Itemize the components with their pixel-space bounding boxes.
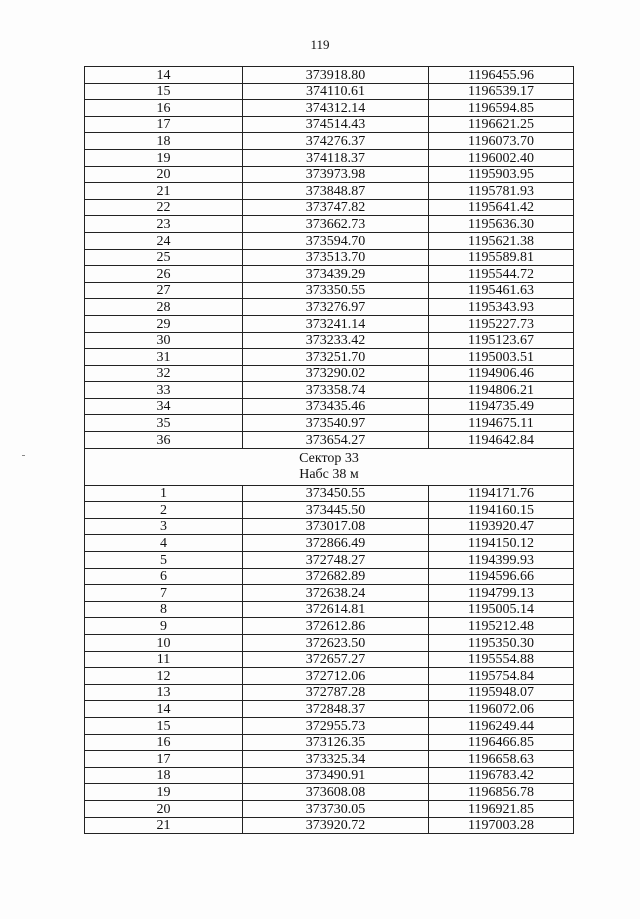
section-subtitle: Набс 38 м [299, 466, 359, 482]
y-coordinate-cell: 1194675.11 [429, 415, 574, 432]
table-row [85, 784, 574, 801]
table-row [85, 684, 574, 701]
table-row [85, 149, 574, 166]
table-row [85, 216, 574, 233]
page-number: 119 [310, 37, 330, 52]
x-coordinate-cell: 373730.05 [243, 800, 429, 817]
point-number-cell: 33 [85, 382, 243, 399]
x-coordinate-cell: 373241.14 [243, 315, 429, 332]
x-coordinate-cell: 372623.50 [243, 635, 429, 652]
x-coordinate-cell: 372955.73 [243, 717, 429, 734]
y-coordinate-cell: 1195343.93 [429, 299, 574, 316]
y-coordinate-cell: 1195903.95 [429, 166, 574, 183]
table-row [85, 635, 574, 652]
y-coordinate-cell: 1195227.73 [429, 315, 574, 332]
point-number-cell: 9 [85, 618, 243, 635]
y-coordinate-cell: 1194906.46 [429, 365, 574, 382]
table-row [85, 734, 574, 751]
table-row [85, 767, 574, 784]
table-row [85, 199, 574, 216]
y-coordinate-cell: 1194160.15 [429, 502, 574, 519]
point-number-cell: 12 [85, 668, 243, 685]
point-number-cell: 20 [85, 800, 243, 817]
point-number-cell: 18 [85, 133, 243, 150]
point-number-cell: 27 [85, 282, 243, 299]
x-coordinate-cell: 373594.70 [243, 232, 429, 249]
x-coordinate-cell: 373540.97 [243, 415, 429, 432]
table-row [85, 183, 574, 200]
table-row [85, 568, 574, 585]
table-row [85, 651, 574, 668]
point-number-cell: 23 [85, 216, 243, 233]
table-row [85, 349, 574, 366]
x-coordinate-cell: 372614.81 [243, 601, 429, 618]
y-coordinate-cell: 1194799.13 [429, 585, 574, 602]
table-row [85, 502, 574, 519]
point-number-cell: 28 [85, 299, 243, 316]
point-number-cell: 1 [85, 485, 243, 502]
point-number-cell: 19 [85, 149, 243, 166]
point-number-cell: 5 [85, 552, 243, 569]
point-number-cell: 21 [85, 183, 243, 200]
x-coordinate-cell: 372682.89 [243, 568, 429, 585]
y-coordinate-cell: 1195781.93 [429, 183, 574, 200]
x-coordinate-cell: 372612.86 [243, 618, 429, 635]
point-number-cell: 22 [85, 199, 243, 216]
x-coordinate-cell: 373126.35 [243, 734, 429, 751]
x-coordinate-cell: 374514.43 [243, 116, 429, 133]
section-title: Сектор 33 [299, 450, 359, 466]
point-number-cell: 18 [85, 767, 243, 784]
table-row [85, 668, 574, 685]
y-coordinate-cell: 1195005.14 [429, 601, 574, 618]
x-coordinate-cell: 372866.49 [243, 535, 429, 552]
x-coordinate-cell: 374312.14 [243, 100, 429, 117]
y-coordinate-cell: 1196658.63 [429, 751, 574, 768]
table-row [85, 618, 574, 635]
x-coordinate-cell: 373513.70 [243, 249, 429, 266]
y-coordinate-cell: 1196921.85 [429, 800, 574, 817]
point-number-cell: 4 [85, 535, 243, 552]
table-row [85, 332, 574, 349]
table-row [85, 67, 574, 84]
x-coordinate-cell: 373747.82 [243, 199, 429, 216]
point-number-cell: 11 [85, 651, 243, 668]
point-number-cell: 14 [85, 701, 243, 718]
point-number-cell: 36 [85, 432, 243, 449]
x-coordinate-cell: 373608.08 [243, 784, 429, 801]
point-number-cell: 3 [85, 518, 243, 535]
y-coordinate-cell: 1195461.63 [429, 282, 574, 299]
y-coordinate-cell: 1196594.85 [429, 100, 574, 117]
point-number-cell: 6 [85, 568, 243, 585]
point-number-cell: 19 [85, 784, 243, 801]
table-row [85, 398, 574, 415]
x-coordinate-cell: 374118.37 [243, 149, 429, 166]
table-row [85, 415, 574, 432]
y-coordinate-cell: 1196455.96 [429, 67, 574, 84]
point-number-cell: 14 [85, 67, 243, 84]
table-row [85, 116, 574, 133]
y-coordinate-cell: 1195641.42 [429, 199, 574, 216]
y-coordinate-cell: 1195123.67 [429, 332, 574, 349]
y-coordinate-cell: 1196466.85 [429, 734, 574, 751]
table-row [85, 485, 574, 502]
coordinates-table-part-1 [85, 67, 574, 449]
y-coordinate-cell: 1196002.40 [429, 149, 574, 166]
x-coordinate-cell: 373358.74 [243, 382, 429, 399]
table-row [85, 552, 574, 569]
x-coordinate-cell: 374276.37 [243, 133, 429, 150]
x-coordinate-cell: 373445.50 [243, 502, 429, 519]
x-coordinate-cell: 373490.91 [243, 767, 429, 784]
x-coordinate-cell: 372748.27 [243, 552, 429, 569]
point-number-cell: 7 [85, 585, 243, 602]
y-coordinate-cell: 1195621.38 [429, 232, 574, 249]
table-row [85, 315, 574, 332]
table-row [85, 601, 574, 618]
x-coordinate-cell: 373435.46 [243, 398, 429, 415]
x-coordinate-cell: 372848.37 [243, 701, 429, 718]
y-coordinate-cell: 1196249.44 [429, 717, 574, 734]
table-row [85, 365, 574, 382]
table-row [85, 535, 574, 552]
point-number-cell: 13 [85, 684, 243, 701]
coordinates-table-part-2 [85, 485, 574, 833]
table-row [85, 232, 574, 249]
y-coordinate-cell: 1194399.93 [429, 552, 574, 569]
point-number-cell: 24 [85, 232, 243, 249]
y-coordinate-cell: 1194150.12 [429, 535, 574, 552]
point-number-cell: 17 [85, 116, 243, 133]
x-coordinate-cell: 373251.70 [243, 349, 429, 366]
point-number-cell: 16 [85, 100, 243, 117]
table-row [85, 100, 574, 117]
table-row [85, 432, 574, 449]
y-coordinate-cell: 1196539.17 [429, 83, 574, 100]
y-coordinate-cell: 1195350.30 [429, 635, 574, 652]
point-number-cell: 8 [85, 601, 243, 618]
point-number-cell: 20 [85, 166, 243, 183]
point-number-cell: 26 [85, 266, 243, 283]
y-coordinate-cell: 1196073.70 [429, 133, 574, 150]
y-coordinate-cell: 1194642.84 [429, 432, 574, 449]
point-number-cell: 10 [85, 635, 243, 652]
table-row [85, 83, 574, 100]
point-number-cell: 34 [85, 398, 243, 415]
point-number-cell: 2 [85, 502, 243, 519]
x-coordinate-cell: 373662.73 [243, 216, 429, 233]
x-coordinate-cell: 373920.72 [243, 817, 429, 834]
x-coordinate-cell: 374110.61 [243, 83, 429, 100]
point-number-cell: 30 [85, 332, 243, 349]
point-number-cell: 15 [85, 717, 243, 734]
x-coordinate-cell: 373973.98 [243, 166, 429, 183]
y-coordinate-cell: 1194171.76 [429, 485, 574, 502]
y-coordinate-cell: 1196621.25 [429, 116, 574, 133]
x-coordinate-cell: 372712.06 [243, 668, 429, 685]
table-row [85, 817, 574, 834]
point-number-cell: 17 [85, 751, 243, 768]
point-number-cell: 21 [85, 817, 243, 834]
y-coordinate-cell: 1195003.51 [429, 349, 574, 366]
x-coordinate-cell: 372657.27 [243, 651, 429, 668]
x-coordinate-cell: 373450.55 [243, 485, 429, 502]
x-coordinate-cell: 373918.80 [243, 67, 429, 84]
x-coordinate-cell: 373439.29 [243, 266, 429, 283]
section-header [85, 448, 574, 485]
table-row [85, 518, 574, 535]
y-coordinate-cell: 1193920.47 [429, 518, 574, 535]
table-row [85, 585, 574, 602]
table-row [85, 249, 574, 266]
y-coordinate-cell: 1195754.84 [429, 668, 574, 685]
point-number-cell: 16 [85, 734, 243, 751]
x-coordinate-cell: 373290.02 [243, 365, 429, 382]
table-row [85, 266, 574, 283]
table-row [85, 751, 574, 768]
point-number-cell: 31 [85, 349, 243, 366]
section-row [85, 448, 574, 485]
point-number-cell: 25 [85, 249, 243, 266]
table-row [85, 717, 574, 734]
table-row [85, 133, 574, 150]
x-coordinate-cell: 373276.97 [243, 299, 429, 316]
table-row [85, 166, 574, 183]
x-coordinate-cell: 373654.27 [243, 432, 429, 449]
y-coordinate-cell: 1195544.72 [429, 266, 574, 283]
table-row [85, 382, 574, 399]
y-coordinate-cell: 1194735.49 [429, 398, 574, 415]
x-coordinate-cell: 373325.34 [243, 751, 429, 768]
margin-mark [22, 455, 25, 456]
y-coordinate-cell: 1197003.28 [429, 817, 574, 834]
table-row [85, 800, 574, 817]
point-number-cell: 35 [85, 415, 243, 432]
x-coordinate-cell: 372787.28 [243, 684, 429, 701]
x-coordinate-cell: 373350.55 [243, 282, 429, 299]
y-coordinate-cell: 1196072.06 [429, 701, 574, 718]
section-cell [85, 448, 574, 485]
y-coordinate-cell: 1195554.88 [429, 651, 574, 668]
table-row [85, 282, 574, 299]
x-coordinate-cell: 373848.87 [243, 183, 429, 200]
x-coordinate-cell: 373233.42 [243, 332, 429, 349]
y-coordinate-cell: 1195948.07 [429, 684, 574, 701]
y-coordinate-cell: 1195212.48 [429, 618, 574, 635]
x-coordinate-cell: 373017.08 [243, 518, 429, 535]
y-coordinate-cell: 1195589.81 [429, 249, 574, 266]
coordinates-table [84, 66, 574, 834]
y-coordinate-cell: 1196783.42 [429, 767, 574, 784]
point-number-cell: 29 [85, 315, 243, 332]
y-coordinate-cell: 1194596.66 [429, 568, 574, 585]
point-number-cell: 15 [85, 83, 243, 100]
table-row [85, 299, 574, 316]
x-coordinate-cell: 372638.24 [243, 585, 429, 602]
point-number-cell: 32 [85, 365, 243, 382]
y-coordinate-cell: 1194806.21 [429, 382, 574, 399]
table-row [85, 701, 574, 718]
y-coordinate-cell: 1196856.78 [429, 784, 574, 801]
y-coordinate-cell: 1195636.30 [429, 216, 574, 233]
